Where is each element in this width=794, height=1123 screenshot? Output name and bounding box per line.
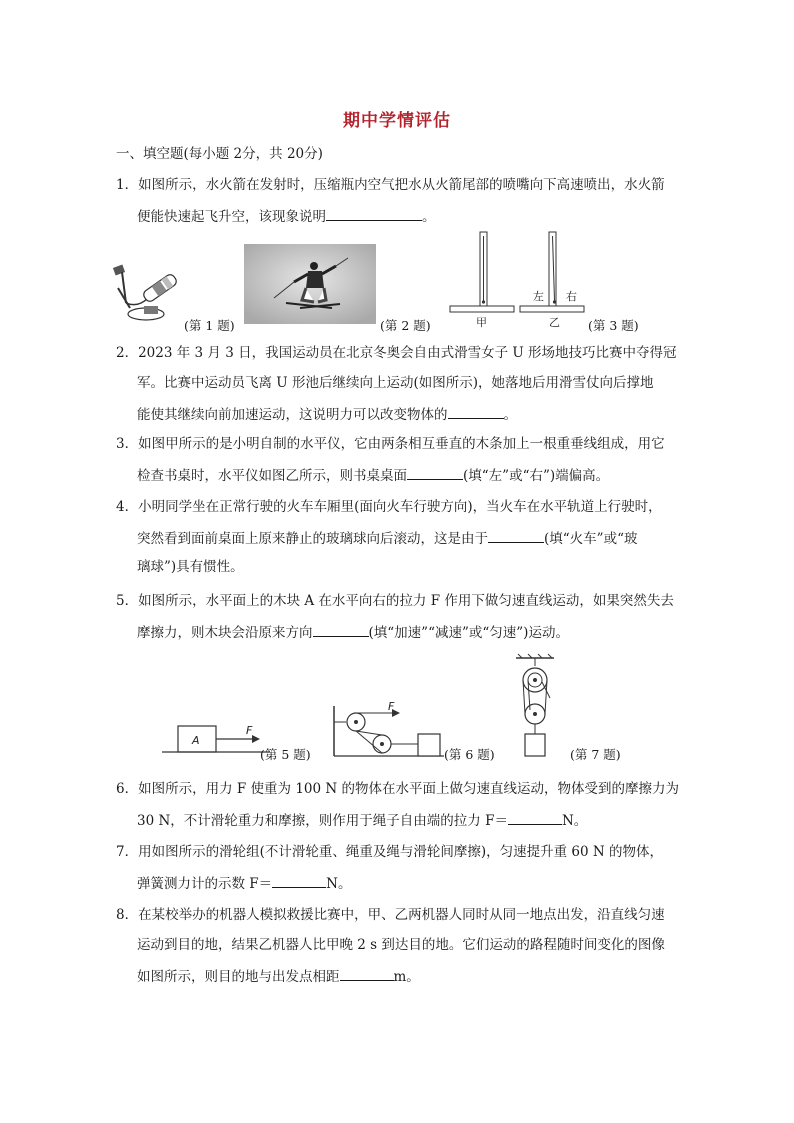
q8-line3 (137, 966, 420, 986)
q8-line1: 8．在某校举办的机器人模拟救援比赛中，甲、乙两机器人同时从同一地点出发，沿直线匀速 (116, 907, 665, 923)
q8-answer-blank[interactable] (340, 966, 394, 981)
figure-1-water-rocket (108, 258, 188, 328)
q5-line1: 5．如图所示，水平面上的木块 A 在水平向右的拉力 F 作用下做匀速直线运动，如果突然失去 (116, 593, 674, 609)
q3-line1: 3．如图甲所示的是小明自制的水平仪，它由两条相互垂直的木条加上一根重垂线组成，用它 (116, 436, 665, 452)
q2-text: 能使其继续向前加速运动，这说明力可以改变物体的 (137, 407, 448, 423)
q6-text: 30 N，不计滑轮重力和摩擦，则作用于绳子自由端的拉力 F＝ (137, 813, 508, 829)
q7-line2 (137, 873, 351, 893)
fig3-label-jia: 甲 (476, 316, 487, 329)
fig5-force-label: F (246, 724, 253, 737)
q2-end: 。 (503, 407, 517, 423)
q1-answer-blank[interactable] (326, 206, 422, 221)
q2-line2: 军。比赛中运动员飞离 U 形池后继续向上运动(如图所示)，她落地后用滑雪仗向后撑地 (137, 375, 654, 391)
figure-6-pulley-horizontal (330, 700, 446, 760)
q4-end: (填“火车”或“玻 (544, 531, 638, 547)
figure-5-block-force (160, 718, 272, 760)
q1-end: 。 (422, 209, 436, 225)
q7-end: N。 (326, 876, 352, 892)
q2-line1: 2．2023 年 3 月 3 日，我国运动员在北京冬奥会自由式滑雪女子 U 形场地技巧比赛中夺得冠 (116, 345, 677, 361)
q7-text: 弹簧测力计的示数 F＝ (137, 876, 273, 892)
fig3-label-left: 左 (533, 290, 544, 303)
q6-end: N。 (561, 813, 588, 829)
caption-fig5: (第 5 题) (260, 747, 311, 762)
q7-answer-blank[interactable] (272, 873, 326, 888)
figure-2-skier-photo (244, 244, 376, 324)
q4-text: 突然看到面前桌面上原来静止的玻璃球向后滚动，这是由于 (137, 531, 488, 547)
q3-answer-blank[interactable] (407, 465, 463, 480)
q8-end: m。 (393, 969, 420, 985)
q1-text: 便能快速起飞升空，该现象说明 (137, 209, 326, 225)
caption-fig7: (第 7 题) (570, 747, 621, 762)
q8-line2: 运动到目的地，结果乙机器人比甲晚 2 s 到达目的地。它们运动的路程随时间变化的图像 (137, 937, 665, 953)
caption-fig1: (第 1 题) (184, 318, 235, 333)
q6-answer-blank[interactable] (508, 810, 562, 825)
q2-answer-blank[interactable] (448, 404, 504, 419)
q5-end: (填“加速”“减速”或“匀速”)运动。 (368, 625, 569, 641)
q5-line2 (137, 622, 569, 642)
q5-answer-blank[interactable] (313, 622, 369, 637)
q7-line1: 7．用如图所示的滑轮组(不计滑轮重、绳重及绳与滑轮间摩擦)，匀速提升重 60 N 的物体， (116, 844, 663, 860)
q4-line3: 璃球”)具有惯性。 (137, 559, 244, 575)
q4-line1: 4．小明同学坐在正常行驶的火车车厢里(面向火车行驶方向)，当火车在水平轨道上行驶时， (116, 499, 662, 515)
figure-7-pulley-vertical (506, 652, 564, 762)
section-heading: 一、填空题(每小题 2分，共 20分) (116, 146, 323, 162)
fig3-label-right: 右 (566, 290, 577, 303)
fig3-label-yi: 乙 (549, 316, 560, 329)
q6-line1: 6．如图所示，用力 F 使重为 100 N 的物体在水平面上做匀速直线运动，物体受到的摩擦力为 (116, 781, 679, 797)
caption-fig2: (第 2 题) (380, 318, 431, 333)
q4-line2 (137, 528, 637, 548)
q1-line2 (137, 206, 436, 226)
q5-text: 摩擦力，则木块会沿原来方向 (137, 625, 313, 641)
q3-line2 (137, 465, 609, 485)
q1-line1: 1．如图所示，水火箭在发射时，压缩瓶内空气把水从火箭尾部的喷嘴向下高速喷出，水火箭 (116, 177, 665, 193)
fig5-block-label: A (192, 734, 200, 747)
q3-end: (填“左”或“右”)端偏高。 (463, 468, 610, 484)
q4-answer-blank[interactable] (488, 528, 544, 543)
q3-text: 检查书桌时，水平仪如图乙所示，则书桌桌面 (137, 468, 407, 484)
fig6-force-label: F (388, 700, 395, 713)
caption-fig6: (第 6 题) (444, 747, 495, 762)
page-title: 期中学情评估 (343, 111, 451, 131)
caption-fig3: (第 3 题) (588, 318, 639, 333)
figure-3-level-devices (446, 228, 596, 332)
q8-text: 如图所示，则目的地与出发点相距 (137, 969, 340, 985)
q2-line3 (137, 404, 517, 424)
q6-line2 (137, 810, 587, 830)
